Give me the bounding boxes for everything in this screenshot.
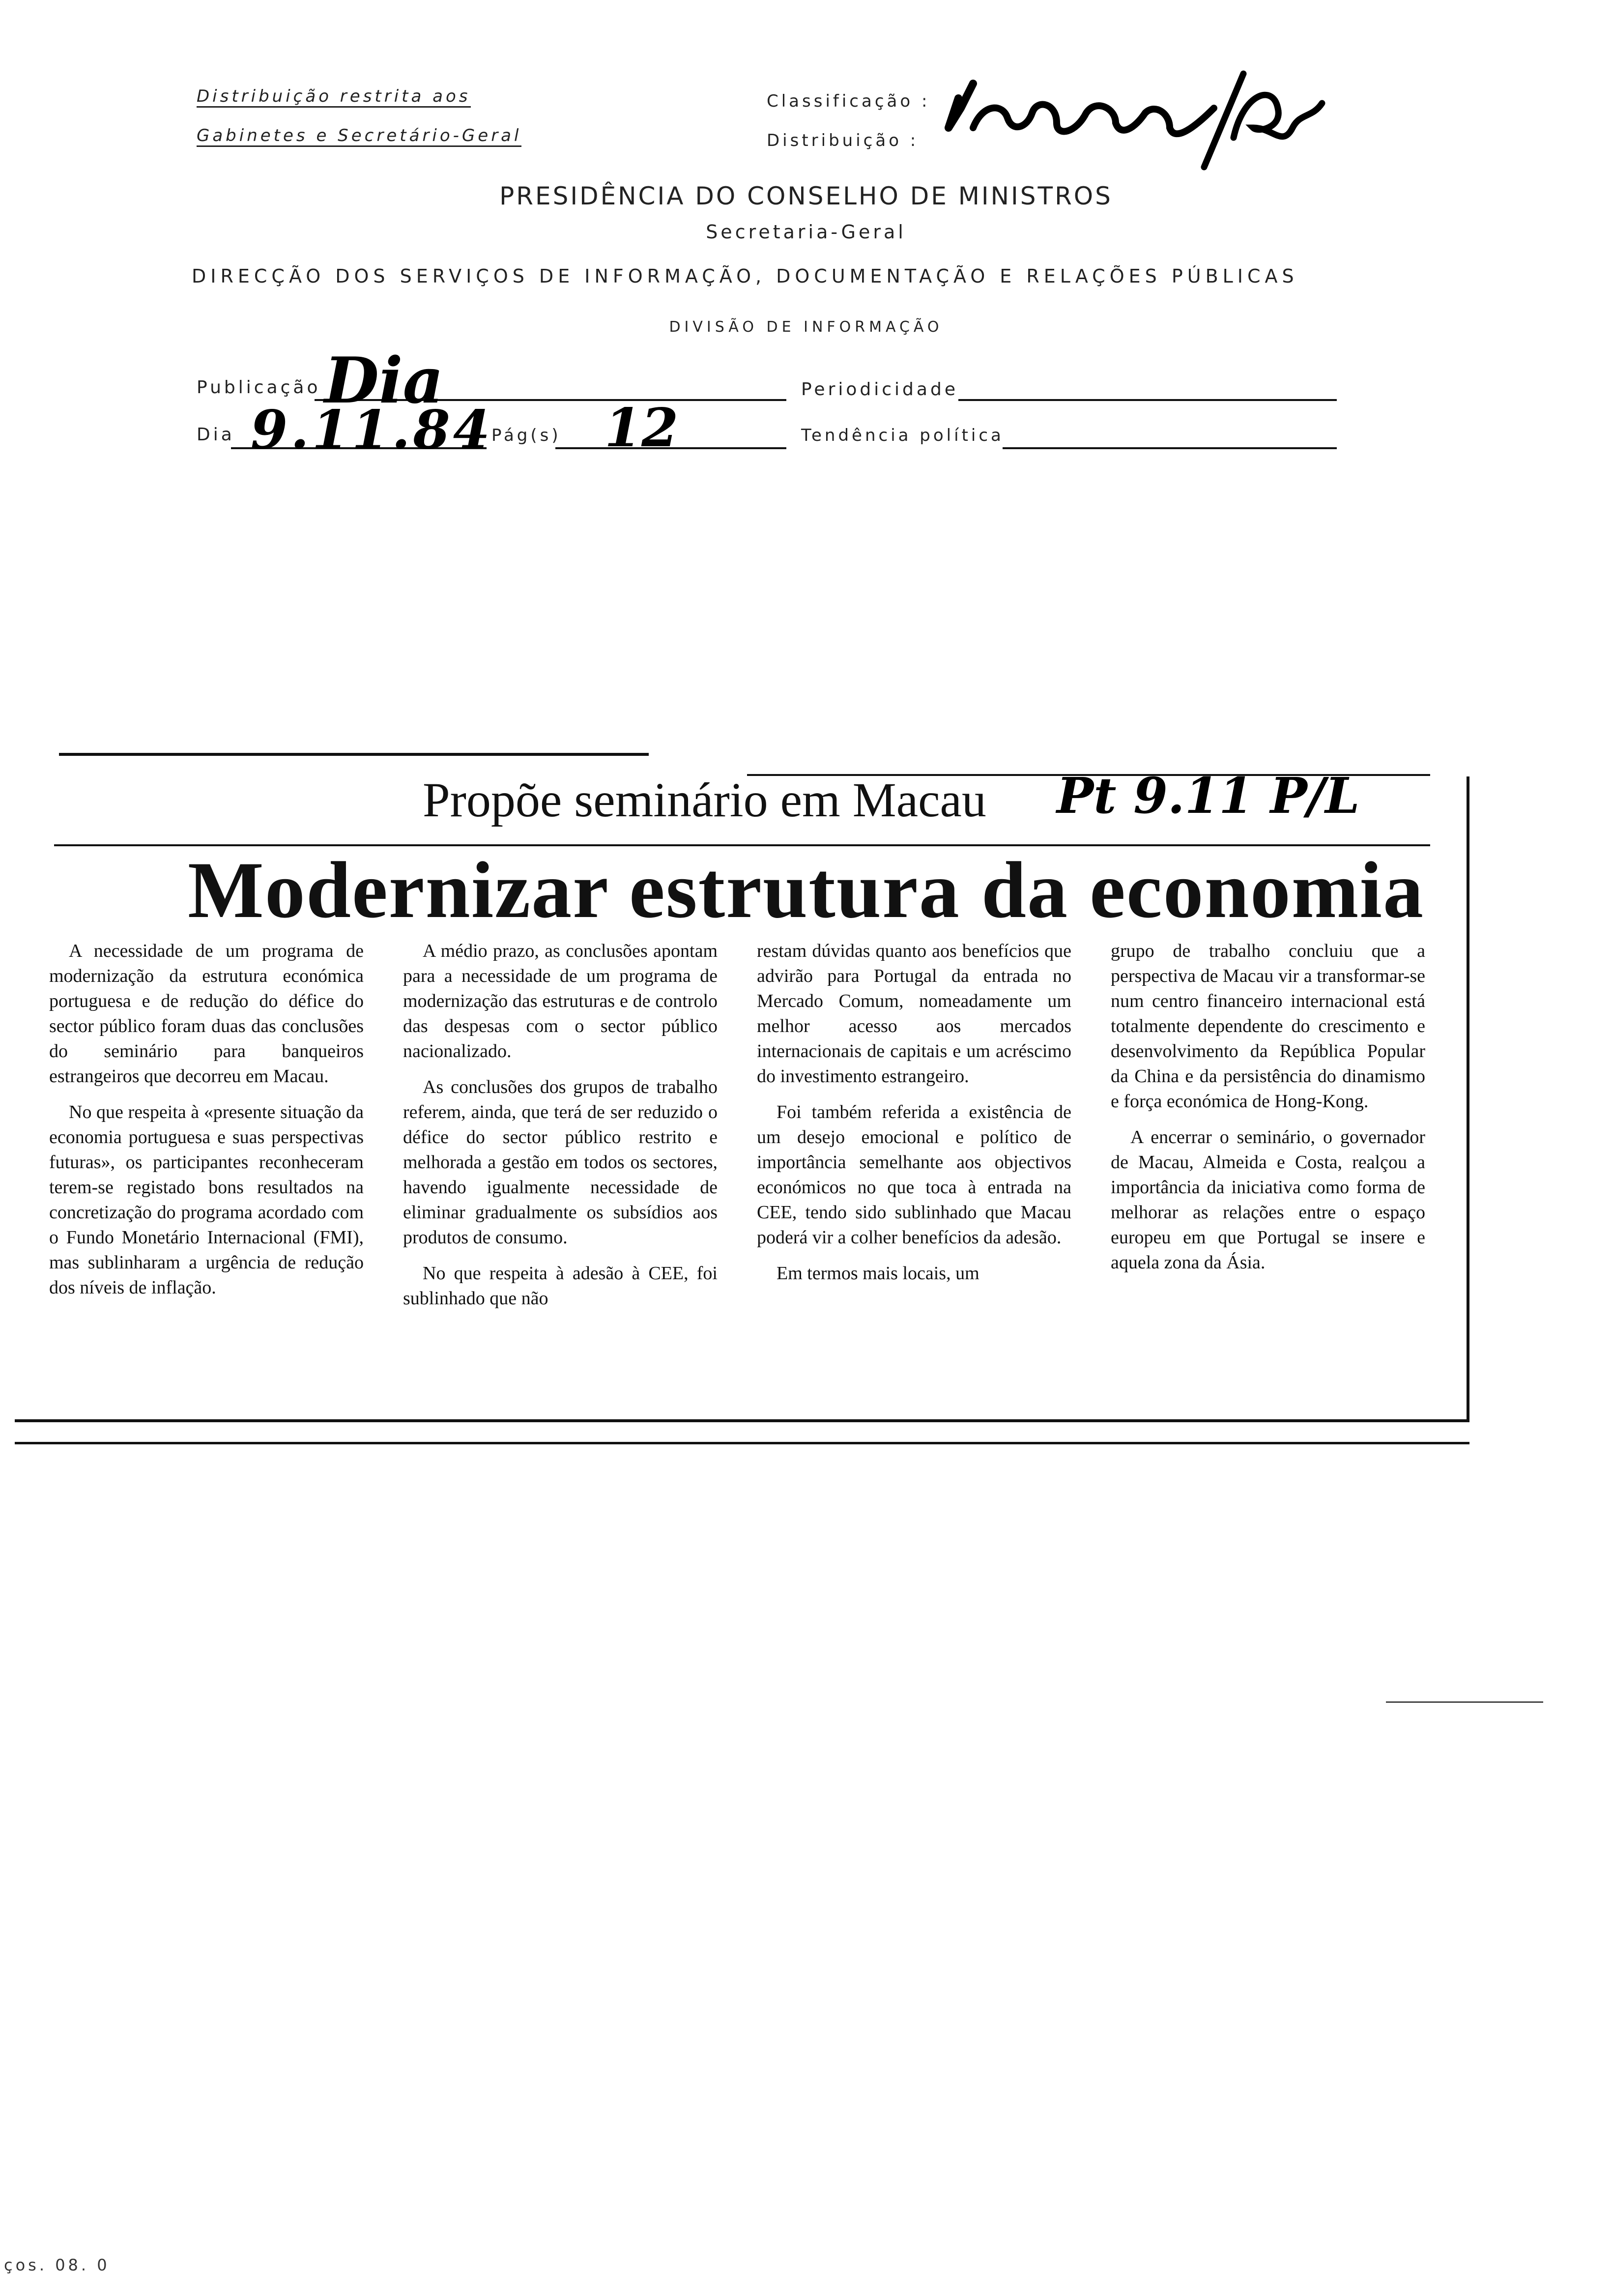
publication-handwritten: Dia	[324, 344, 444, 418]
article-paragraph: As conclusões dos grupos de trabalho referem, ainda, que terá de ser reduzido o défice do sector público restrito e melhorada a gestão em todos os sectores, havendo igualmente necessidade de eliminar gradualmente os subsídios aos produtos de consumo.	[403, 1077, 718, 1248]
periodicity-label: Periodicidade	[801, 379, 958, 400]
article-column-2	[403, 939, 718, 1410]
scan-mark	[1386, 1701, 1543, 1703]
distribution-restriction-line2: Gabinetes e Secretário-Geral	[197, 126, 521, 147]
article-paragraph: grupo de trabalho concluiu que a perspectiva de Macau vir a transformar-se num centro financeiro internacional está totalmente dependente do crescimento e desenvolvimento da República Popular da China e da persistência do dinamismo e força económica de Hong-Kong.	[1111, 941, 1425, 1112]
article-paragraph: Em termos mais locais, um	[777, 1263, 979, 1284]
article-paragraph: Foi também referida a existência de um desejo emocional e político de importância semelhante aos objectivos económicos no que toca à entrada na CEE, tendo sido sublinhado que Macau poderá vir a colher benefícios da adesão.	[757, 1102, 1071, 1248]
clip-top-rule-left	[59, 753, 649, 756]
article-column-3	[757, 939, 1071, 1410]
article-column-1	[49, 939, 364, 1410]
directorate-line: DIRECÇÃO DOS SERVIÇOS DE INFORMAÇÃO, DOCUMENTAÇÃO E RELAÇÕES PÚBLICAS	[192, 265, 1298, 287]
day-handwritten: 9.11.84	[251, 399, 493, 461]
political-tendency-fill-line	[1003, 447, 1337, 449]
article-kicker: Propõe seminário em Macau	[423, 773, 986, 827]
clip-bottom-rule-2	[15, 1442, 1469, 1444]
pages-label: Pág(s)	[491, 426, 561, 445]
form-code: ços. 08. 0	[4, 2256, 110, 2274]
division-line: DIVISÃO DE INFORMAÇÃO	[669, 318, 943, 336]
org-title: PRESIDÊNCIA DO CONSELHO DE MINISTROS	[499, 182, 1113, 210]
article-headline: Modernizar estrutura da economia	[188, 846, 1424, 935]
publication-label: Publicação	[197, 377, 321, 398]
article-paragraph: A necessidade de um programa de modernização da estrutura económica portuguesa e de redução do défice do sector público foram duas das conclusões do seminário para banqueiros estrangeiros que decorreu em Macau.	[49, 941, 364, 1087]
article-column-4	[1111, 939, 1425, 1410]
handwritten-article-note: Pt 9.11 P/L	[1057, 767, 1360, 825]
day-label: Dia	[197, 425, 235, 445]
pages-handwritten: 12	[604, 397, 679, 459]
distribution-label: Distribuição :	[767, 131, 919, 150]
political-tendency-label: Tendência política	[801, 426, 1004, 445]
article-paragraph: A encerrar o seminário, o governador de Macau, Almeida e Costa, realçou a importância da iniciativa como forma de melhorar as relações entre o espaço europeu em que Portugal se insere e aquela zona da Ásia.	[1111, 1127, 1425, 1273]
periodicity-fill-line	[958, 399, 1337, 401]
article-paragraph: restam dúvidas quanto aos benefícios que advirão para Portugal da entrada no Mercado Comum, nomeadamente um melhor acesso aos mercados internacionais de capitais e um acréscimo do investimento estrangeiro.	[757, 941, 1071, 1087]
distribution-restriction-line1: Distribuição restrita aos	[197, 86, 471, 108]
article-paragraph: A médio prazo, as conclusões apontam para a necessidade de um programa de modernização das estruturas e de controlo das despesas com o sector público nacionalizado.	[403, 941, 718, 1062]
handwritten-classification	[939, 54, 1332, 172]
article-paragraph: No que respeita à «presente situação da economia portuguesa e suas perspectivas futuras», os participantes reconheceram terem-se registado bons resultados na concretização do programa acordado com o Fundo Monetário Internacional (FMI), mas sublinharam a urgência de redução dos níveis de inflação.	[49, 1102, 364, 1298]
classification-label: Classificação :	[767, 91, 930, 111]
org-subtitle: Secretaria-Geral	[706, 221, 906, 243]
article-paragraph: No que respeita à adesão à CEE, foi sublinhado que não	[403, 1263, 718, 1309]
clip-bottom-rule	[15, 1419, 1469, 1422]
